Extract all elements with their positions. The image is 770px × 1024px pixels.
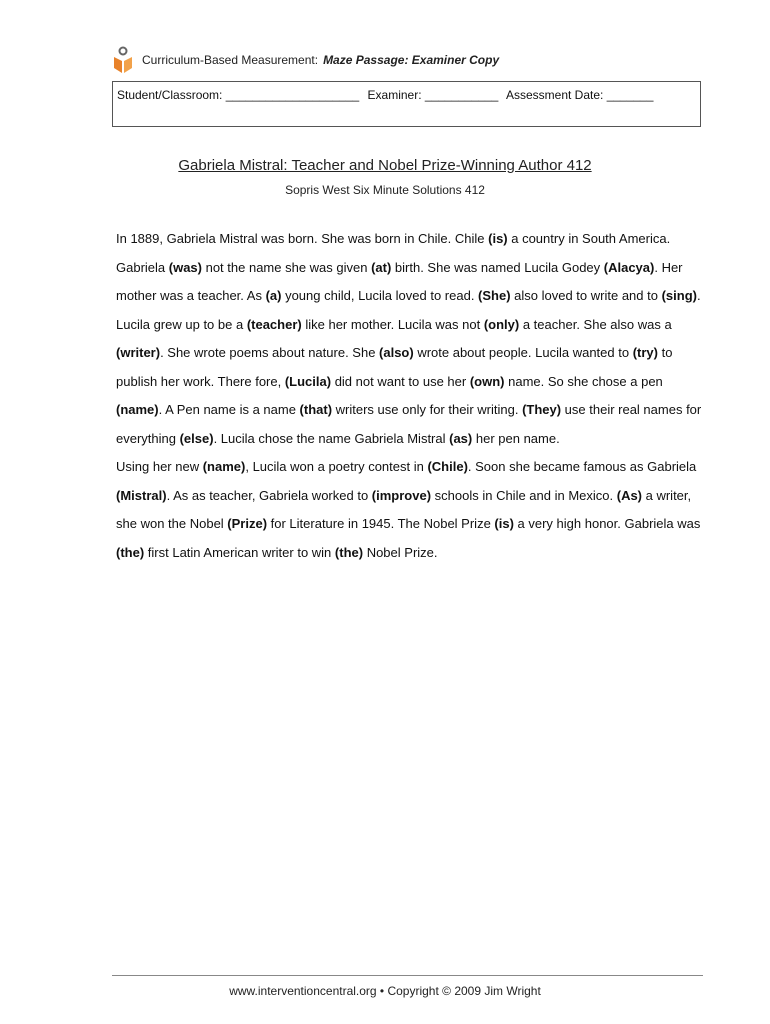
passage-text: In 1889, Gabriela Mistral was born. She was born in Chile. Chile: [116, 231, 489, 246]
maze-answer: (name): [116, 402, 159, 417]
passage-text: for Literature in 1945. The Nobel Prize: [267, 516, 495, 531]
maze-answer: (Alacya): [603, 259, 655, 275]
examiner-field: Examiner: ___________: [367, 88, 499, 102]
passage-text: Using her new: [116, 459, 203, 474]
footer-divider: [112, 975, 703, 976]
maze-answer: (Prize): [227, 516, 268, 531]
passage-text: use their real names for everything: [116, 402, 702, 446]
passage-text: birth. She was named Lucila Godey: [391, 259, 604, 275]
maze-answer: (writer): [116, 345, 161, 360]
maze-answer: (teacher): [246, 316, 302, 332]
passage-text: . Lucila chose the name Gabriela Mistral: [213, 430, 450, 446]
maze-answer: (Mistral): [116, 487, 167, 503]
passage-text: to publish her work. There fore,: [116, 345, 673, 389]
maze-answer: (sing): [661, 288, 697, 303]
maze-answer: (As): [616, 487, 643, 503]
passage-text: did not want to use her: [331, 373, 470, 389]
passage-text: also loved to write and to: [510, 288, 662, 303]
maze-answer: (else): [179, 430, 214, 446]
passage-text: her pen name.: [472, 430, 560, 446]
maze-answer: (Lucila): [284, 373, 332, 389]
passage-text: Nobel Prize.: [363, 544, 438, 560]
maze-answer: (the): [334, 544, 364, 560]
maze-answer: (improve): [371, 487, 432, 503]
passage-text: first Latin American writer to win: [144, 544, 335, 560]
maze-answer: (a): [265, 288, 282, 303]
paragraph: [116, 225, 706, 311]
passage-text: . Soon she became famous as Gabriela: [467, 459, 697, 474]
maze-answer: (They): [522, 402, 562, 417]
page-header: [112, 46, 499, 74]
maze-answer: (the): [116, 544, 145, 560]
passage-text: , Lucila won a poetry contest in: [245, 459, 428, 474]
passage-text: a very high honor. Gabriela was: [513, 516, 701, 531]
student-classroom-field: Student/Classroom: ____________________: [117, 88, 360, 102]
passage-text: like her mother. Lucila was not: [301, 316, 484, 332]
maze-answer: (own): [469, 373, 505, 389]
maze-answer: (try): [632, 345, 658, 360]
passage-text: name. So she chose a pen: [504, 373, 663, 389]
maze-answer: (as): [449, 430, 473, 446]
passage-text: not the name she was given: [201, 259, 372, 275]
passage-text: young child, Lucila loved to read.: [281, 288, 479, 303]
assessment-date-field: Assessment Date: _______: [505, 88, 654, 102]
passage-text: . A Pen name is a name: [158, 402, 300, 417]
passage-subtitle: Sopris West Six Minute Solutions 412: [285, 183, 485, 197]
header-emphasis: Maze Passage: Examiner Copy: [323, 53, 500, 67]
passage-body: [116, 225, 706, 567]
maze-answer: (at): [371, 259, 392, 275]
passage-text: writers use only for their writing.: [332, 402, 523, 417]
passage-text: schools in Chile and in Mexico.: [431, 487, 617, 503]
maze-answer: (is): [488, 231, 508, 246]
passage-text: wrote about people. Lucila wanted to: [413, 345, 633, 360]
passage-text: a writer, she won the Nobel: [116, 487, 692, 531]
maze-answer: (is): [494, 516, 514, 531]
maze-answer: (She): [478, 288, 511, 303]
passage-text: .: [696, 288, 701, 303]
maze-answer: (also): [379, 345, 414, 360]
passage-text: Lucila grew up to be a: [116, 316, 247, 332]
maze-answer: (only): [483, 316, 520, 332]
passage-title: Gabriela Mistral: Teacher and Nobel Prize-Winning Author 412: [178, 157, 592, 174]
maze-answer: (that): [299, 402, 333, 417]
passage-text: . As as teacher, Gabriela worked to: [166, 487, 372, 503]
passage-text: a teacher. She also was a: [519, 316, 672, 332]
intervention-central-logo: [112, 46, 134, 74]
page-footer: www.interventioncentral.org • Copyright © 2009 Jim Wright: [229, 984, 541, 998]
paragraph: [116, 311, 706, 454]
paragraph: [116, 453, 706, 567]
maze-answer: (was): [168, 259, 202, 275]
passage-text: a country in South America. Gabriela: [116, 231, 671, 275]
header-text: [142, 53, 499, 67]
passage-text: . She wrote poems about nature. She: [160, 345, 380, 360]
maze-answer: (Chile): [427, 459, 468, 474]
info-box: [112, 81, 701, 127]
maze-answer: (name): [202, 459, 246, 474]
header-label: Curriculum-Based Measurement:: [142, 53, 319, 67]
passage-text: . Her mother was a teacher. As: [116, 259, 683, 303]
